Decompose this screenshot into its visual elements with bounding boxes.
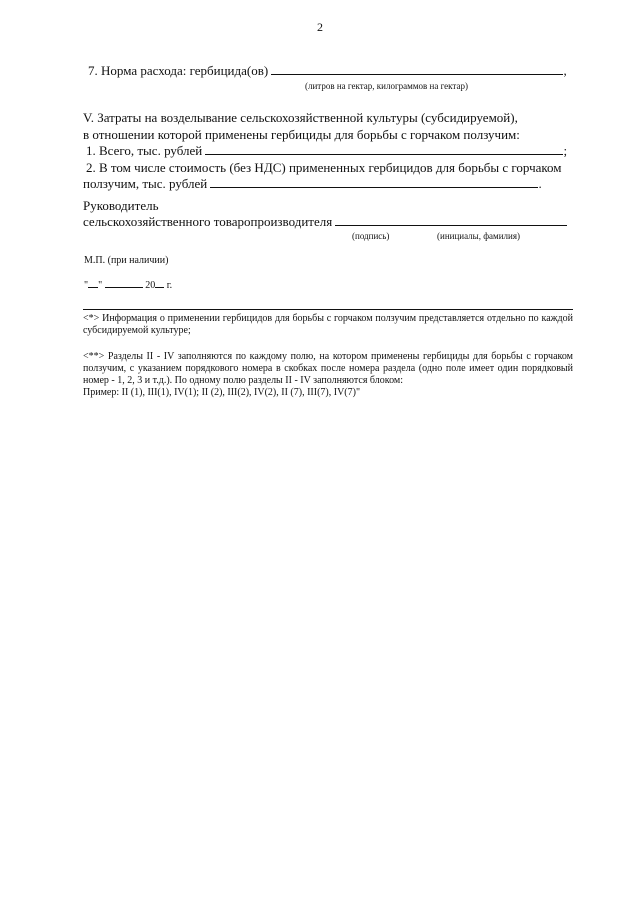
signature-caption-sign: (подпись) <box>352 231 390 241</box>
date-year-blank[interactable] <box>155 278 164 288</box>
signature-row <box>83 214 567 230</box>
section5-item1-row <box>86 143 567 159</box>
item7-caption: (литров на гектар, килограммов на гектар) <box>305 81 468 91</box>
section5-item1-label: 1. Всего, тыс. рублей <box>86 143 203 158</box>
signature-role-line1: Руководитель <box>83 198 159 213</box>
signature-blank[interactable] <box>335 214 567 226</box>
page-number: 2 <box>317 20 323 34</box>
section5-item1-blank[interactable] <box>205 143 563 155</box>
section5-item2-blank[interactable] <box>210 176 538 188</box>
section5-item2-label: ползучим, тыс. рублей <box>83 176 208 191</box>
date-quote-close: " <box>98 280 103 291</box>
date-suffix: г. <box>166 280 173 291</box>
date-quote-open: " <box>84 280 89 291</box>
signature-caption-name: (инициалы, фамилия) <box>437 231 520 241</box>
section5-heading-line2: в отношении которой применены гербициды для борьбы с горчаком ползучим: <box>83 127 520 142</box>
section5-item2-line1: 2. В том числе стоимость (без НДС) примененных гербицидов для борьбы с горчаком <box>86 160 562 175</box>
date-day-blank[interactable] <box>88 278 98 288</box>
signature-role-line2: сельскохозяйственного товаропроизводителя <box>83 214 333 229</box>
section5-heading-line1: V. Затраты на возделывание сельскохозяйственной культуры (субсидируемой), <box>83 110 518 125</box>
item7-blank[interactable] <box>271 63 563 75</box>
stamp-label: М.П. (при наличии) <box>84 255 169 266</box>
item7-label: 7. Норма расхода: гербицида(ов) <box>88 63 269 78</box>
section5-item2-row <box>83 176 542 192</box>
date-year: 20 <box>145 280 156 291</box>
item7-row <box>88 63 567 79</box>
footnote-2: <**> Разделы II - IV заполняются по каждому полю, на котором применены гербициды для борьбы с горчаком ползучим, с указанием порядкового номера в скобках после номера раздела (одно поле имеет один порядковый номер - 1, 2, 3 и т.д.). По одному полю разделы II - IV заполняются блоком: <box>83 351 573 386</box>
footnote-divider <box>83 309 573 310</box>
date-row <box>84 278 172 291</box>
item7-suffix: , <box>563 63 567 78</box>
section5-item1-suffix: ; <box>563 143 568 158</box>
footnote-example: Пример: II (1), III(1), IV(1); II (2), III(2), IV(2), II (7), III(7), IV(7)" <box>83 387 361 398</box>
footnote-1: <*> Информация о применении гербицидов для борьбы с горчаком ползучим представляется отдельно по каждой субсидируемой культуре; <box>83 313 573 336</box>
section5-item2-suffix: . <box>538 176 542 191</box>
date-month-blank[interactable] <box>105 278 143 288</box>
